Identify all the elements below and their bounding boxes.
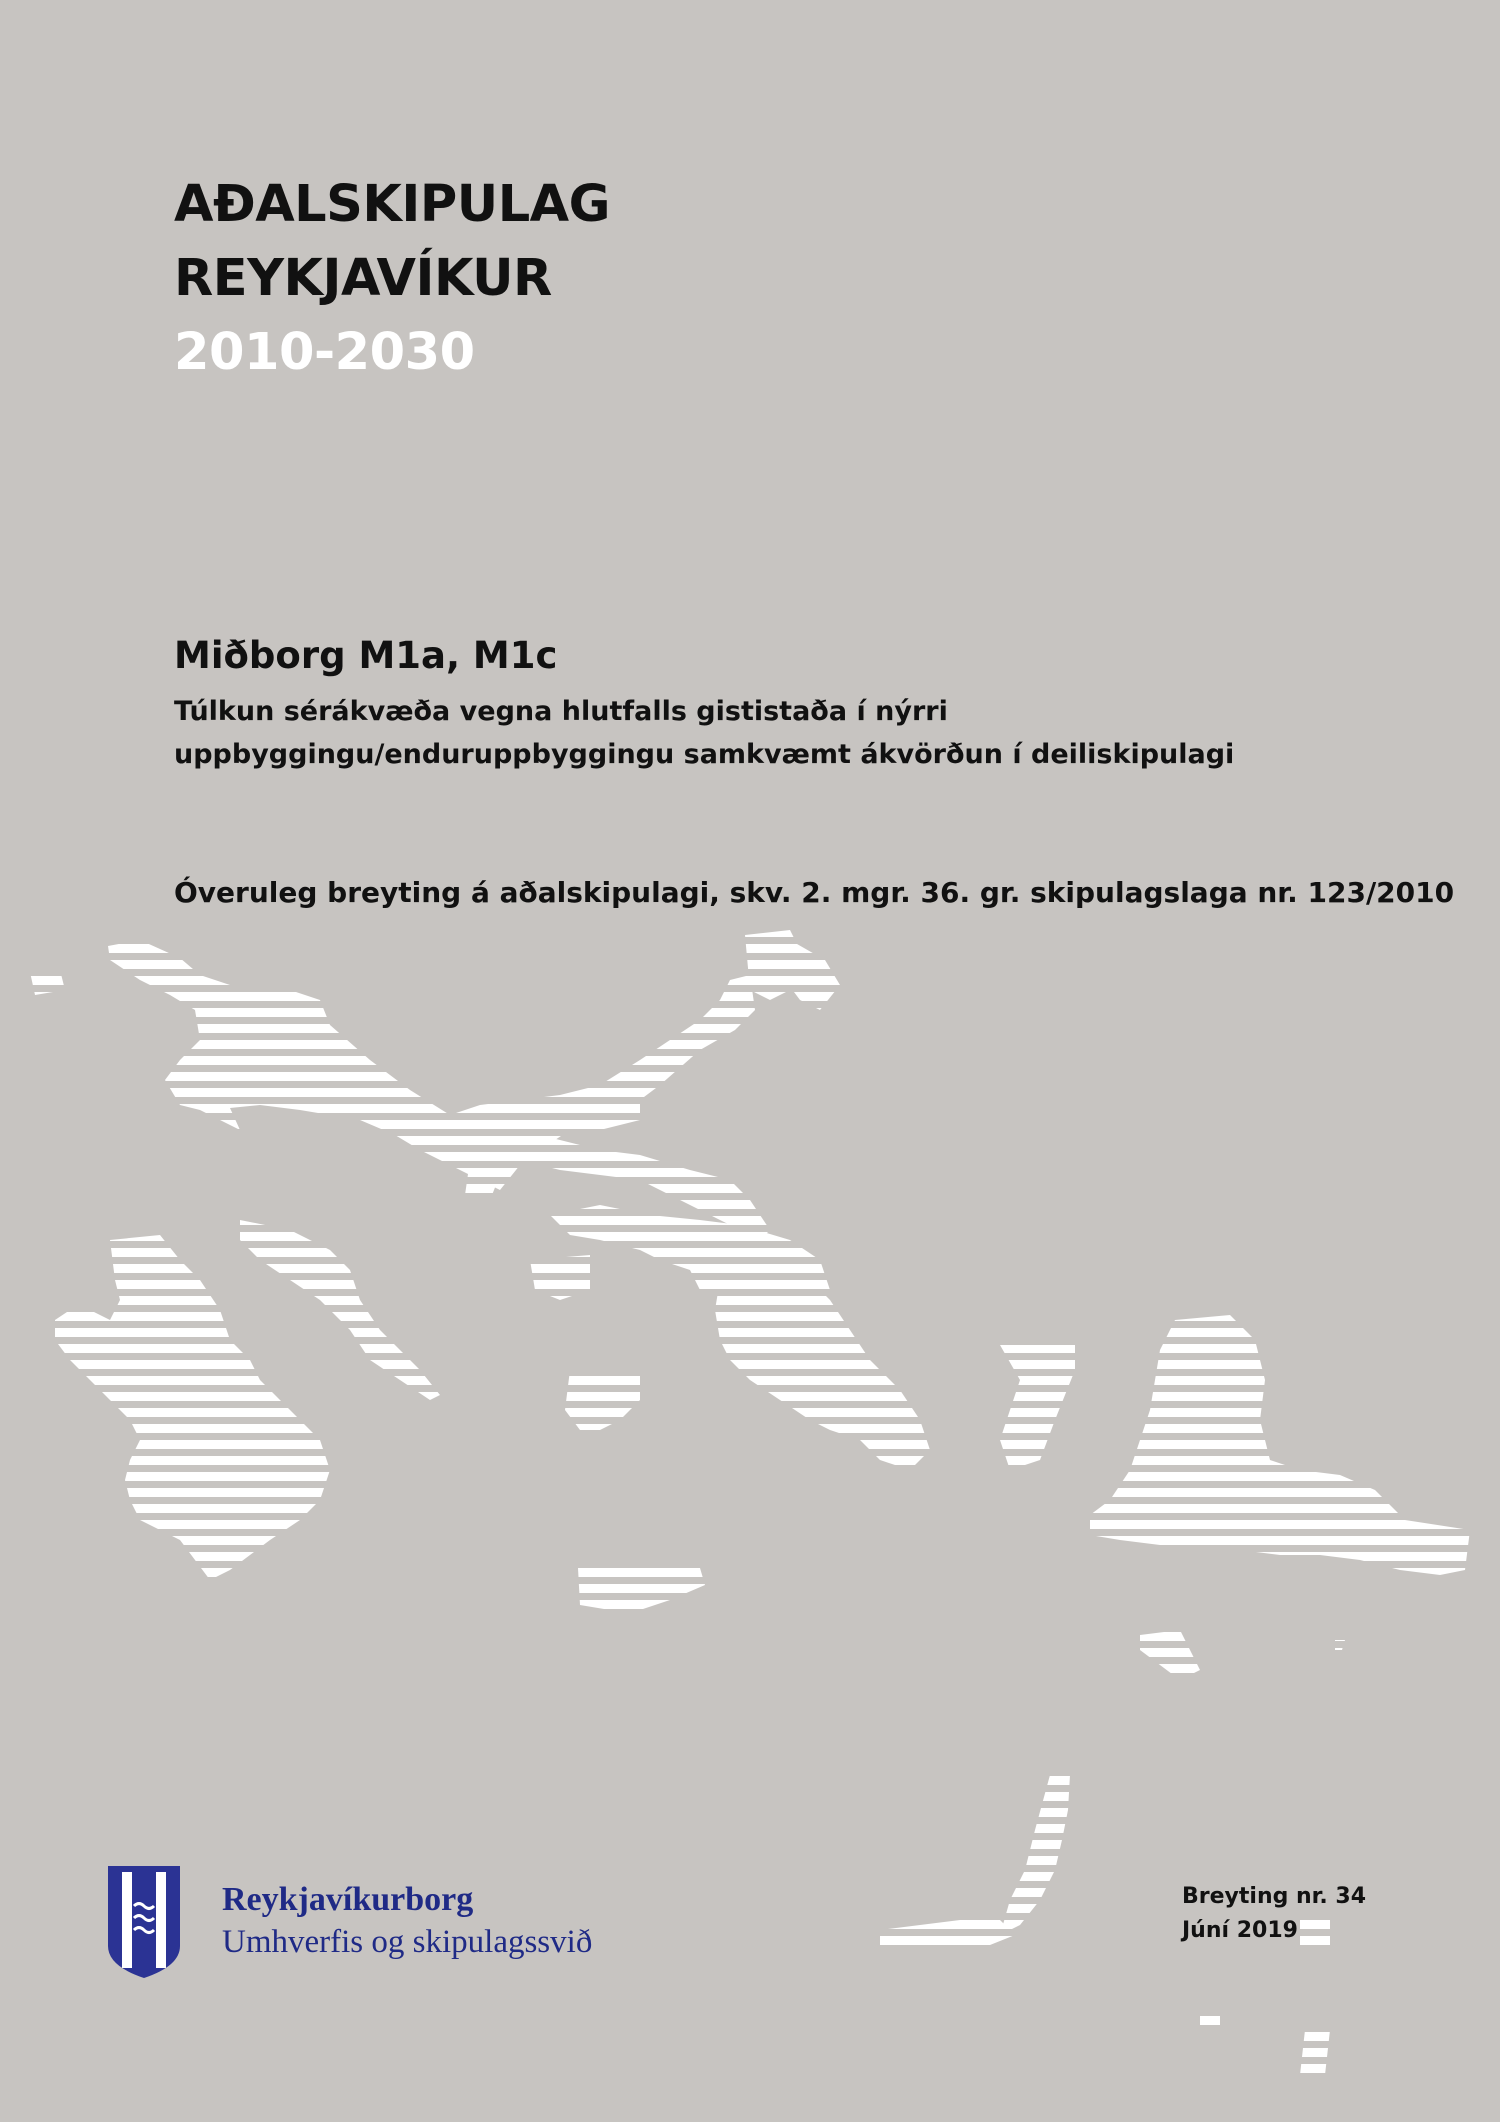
organization-name: Reykjavíkurborg <box>222 1881 474 1918</box>
description-line-2: uppbyggingu/enduruppbyggingu samkvæmt ákvörðun í deiliskipulagi <box>174 739 1235 770</box>
cover-title <box>174 168 610 390</box>
description-line-1: Túlkun sérákvæða vegna hlutfalls gististaða í nýrri <box>174 696 948 727</box>
title-years: 2010-2030 <box>174 323 475 382</box>
subject-heading: Miðborg M1a, M1c <box>174 634 558 677</box>
change-number: Breyting nr. 34 <box>1182 1884 1367 1909</box>
change-info <box>1182 1880 1366 1948</box>
title-line-2: REYKJAVÍKUR <box>174 249 552 308</box>
title-line-1: AÐALSKIPULAG <box>174 175 611 234</box>
legal-note: Óveruleg breyting á aðalskipulagi, skv. 2. mgr. 36. gr. skipulagslaga nr. 123/2010 <box>174 876 1455 909</box>
subject-block <box>174 630 1374 776</box>
reykjavik-shield-logo <box>108 1866 180 1978</box>
organization-block <box>222 1878 592 1962</box>
organization-department: Umhverfis og skipulagssvið <box>222 1924 593 1960</box>
change-date: Júní 2019 <box>1182 1918 1298 1943</box>
subject-description <box>174 690 1374 776</box>
